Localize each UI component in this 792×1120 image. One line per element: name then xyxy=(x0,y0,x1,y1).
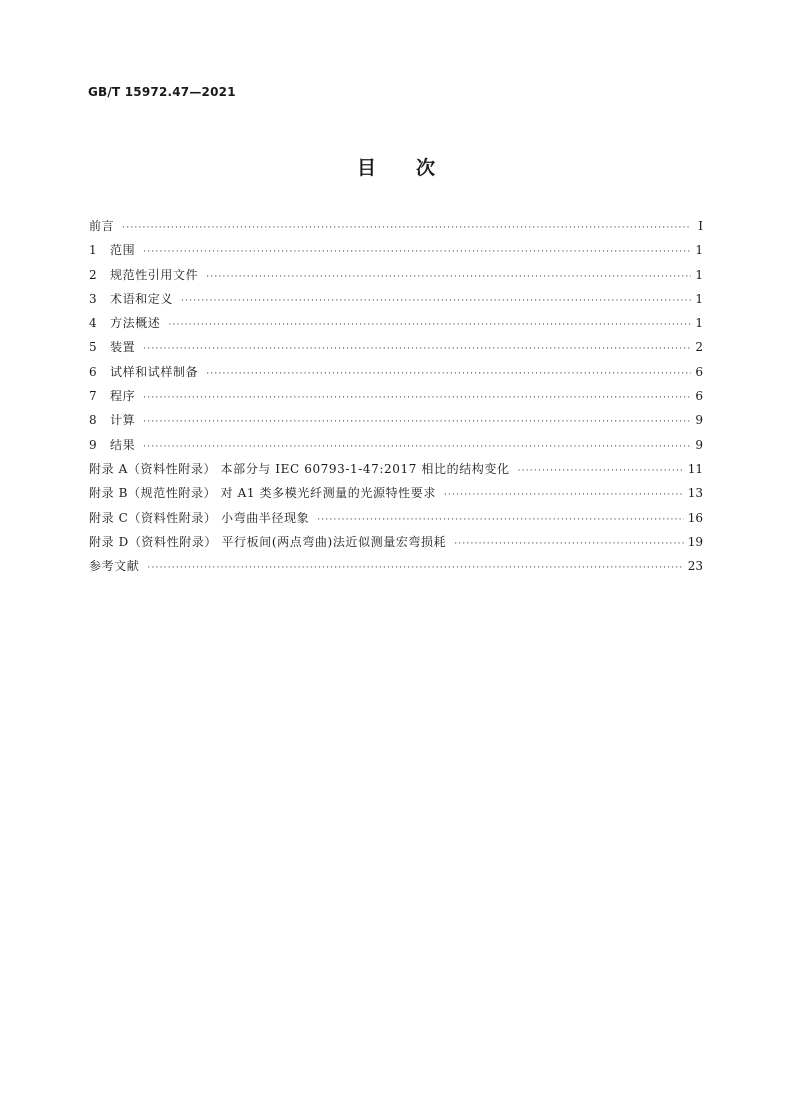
toc-entry-page: 13 xyxy=(687,486,703,501)
toc-entry-page: 6 xyxy=(695,389,703,404)
toc-entry-foreword[interactable] xyxy=(89,214,703,238)
toc-entry-page: 11 xyxy=(687,461,703,476)
toc-entry-label: 方法概述 xyxy=(110,316,161,331)
toc-entry-label: 计算 xyxy=(110,413,136,428)
toc-entry-page: 1 xyxy=(695,291,703,306)
toc-entry-page: 1 xyxy=(695,243,703,258)
dot-leader xyxy=(122,216,691,240)
toc-entry-label: 附录 A（资料性附录） 本部分与 IEC 60793-1-47:2017 相比的结构变化 xyxy=(89,461,510,476)
toc-entry-number: 5 xyxy=(89,340,97,355)
toc-entry-number: 9 xyxy=(89,437,97,452)
toc-entry-label: 附录 D（资料性附录） 平行板间(两点弯曲)法近似测量宏弯损耗 xyxy=(89,534,447,549)
toc-entry-method-overview[interactable] xyxy=(89,311,703,335)
toc-entry-label: 附录 B（规范性附录） 对 A1 类多模光纤测量的光源特性要求 xyxy=(89,486,436,501)
toc-entry-page: 1 xyxy=(695,267,703,282)
dot-leader xyxy=(206,265,691,289)
toc-entry-annex-b[interactable] xyxy=(89,481,703,505)
dot-leader xyxy=(518,459,684,483)
toc-entry-bibliography[interactable] xyxy=(89,554,703,578)
dot-leader xyxy=(143,240,691,264)
toc-entry-number: 3 xyxy=(89,291,97,306)
toc-entry-annex-c[interactable] xyxy=(89,506,703,530)
toc-entry-label: 装置 xyxy=(110,340,136,355)
toc-entry-page: 9 xyxy=(695,437,703,452)
toc-entry-label: 附录 C（资料性附录） 小弯曲半径现象 xyxy=(89,510,310,525)
toc-title: 目次 xyxy=(356,157,475,179)
toc-entry-results[interactable] xyxy=(89,433,703,457)
toc-entry-label: 试样和试样制备 xyxy=(110,364,199,379)
dot-leader xyxy=(147,556,683,580)
toc-entry-page: 1 xyxy=(695,316,703,331)
toc-entry-label: 规范性引用文件 xyxy=(110,267,199,282)
dot-leader xyxy=(181,289,691,313)
toc-entry-label: 结果 xyxy=(110,437,136,452)
toc-entry-label: 参考文献 xyxy=(89,559,140,574)
toc-entry-number: 1 xyxy=(89,243,97,258)
toc-entry-page: 2 xyxy=(695,340,703,355)
toc-entry-page: 6 xyxy=(695,364,703,379)
dot-leader xyxy=(143,435,691,459)
toc-entry-label: 前言 xyxy=(89,219,115,233)
toc-entry-calculation[interactable] xyxy=(89,408,703,432)
dot-leader xyxy=(206,362,691,386)
toc-entry-annex-a[interactable] xyxy=(89,457,703,481)
toc-entry-number: 8 xyxy=(89,413,97,428)
dot-leader xyxy=(454,532,684,556)
toc-entry-label: 程序 xyxy=(110,389,136,404)
toc-entry-page: 16 xyxy=(687,510,703,525)
toc-entry-annex-d[interactable] xyxy=(89,530,703,554)
toc-entry-page: 19 xyxy=(687,534,703,549)
dot-leader xyxy=(444,483,684,507)
toc-entry-page: 23 xyxy=(687,559,703,574)
toc-entry-number: 6 xyxy=(89,364,97,379)
toc-entry-specimen[interactable] xyxy=(89,360,703,384)
dot-leader xyxy=(143,337,691,361)
dot-leader xyxy=(317,508,684,532)
document-code: GB/T 15972.47—2021 xyxy=(88,85,236,99)
table-of-contents xyxy=(89,214,703,578)
toc-entry-scope[interactable] xyxy=(89,238,703,262)
dot-leader xyxy=(143,386,691,410)
toc-entry-label: 范围 xyxy=(110,243,136,258)
toc-entry-number: 2 xyxy=(89,267,97,282)
toc-entry-label: 术语和定义 xyxy=(110,291,174,306)
toc-entry-page: 9 xyxy=(695,413,703,428)
toc-entry-terms[interactable] xyxy=(89,287,703,311)
toc-entry-page: Ⅰ xyxy=(698,219,703,233)
toc-entry-normative-references[interactable] xyxy=(89,263,703,287)
toc-entry-number: 7 xyxy=(89,389,97,404)
toc-entry-procedure[interactable] xyxy=(89,384,703,408)
toc-entry-apparatus[interactable] xyxy=(89,335,703,359)
dot-leader xyxy=(143,410,691,434)
dot-leader xyxy=(168,313,691,337)
toc-entry-number: 4 xyxy=(89,316,97,331)
